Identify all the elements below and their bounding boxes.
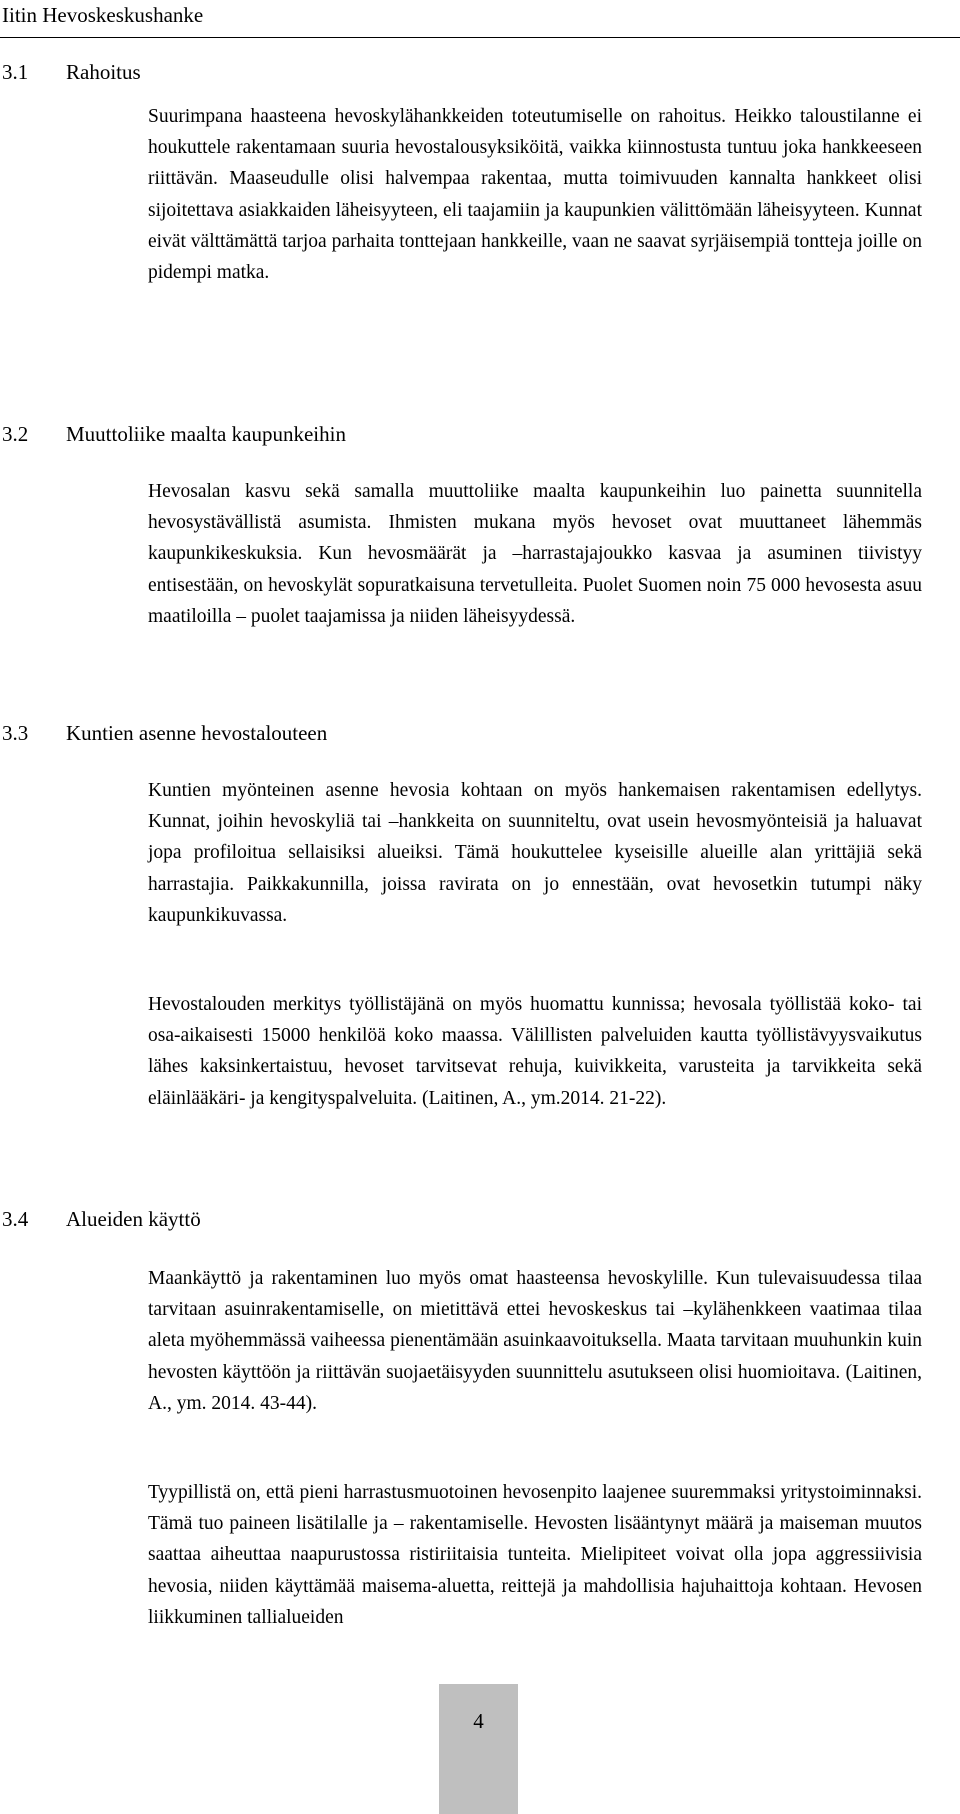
section-heading-3-4 xyxy=(2,1206,201,1232)
paragraph: Kuntien myönteinen asenne hevosia kohtaan on myös hankemaisen rakentamisen edellytys. Kunnat, joihin hevoskyliä tai –hankkeita on suunniteltu, ovat usein hevosmyönteisiä ja haluavat jopa profiloitua sellaisiksi alueiksi. Tämä houkuttelee kyseisille alueille alan yrittäjiä sekä harrastajia. Paikkakunnilla, joissa ravirata on jo ennestään, ovat hevosetkin tutumpi näky kaupunkikuvassa. xyxy=(148,780,922,926)
paragraph: Suurimpana haasteena hevoskylähankkeiden toteutumiselle on rahoitus. Heikko taloustilanne ei houkuttele rakentamaan suuria hevostalousyksiköitä, vaikka kiinnostusta tuntuu joka hankkeeseen riittävän. Maaseudulle olisi halvempaa rakentaa, mutta toimivuuden kannalta hankkeet olisi sijoitettava asiakkaiden läheisyyteen, eli taajamiin ja kaupunkien välittömään läheisyyteen. Kunnat eivät välttämättä tarjoa parhaita tonttejaan hankkeille, vaan ne saavat syrjäisempiä tontteja joille on pidempi matka. xyxy=(148,106,922,284)
section-title: Muuttoliike maalta kaupunkeihin xyxy=(66,422,346,446)
section-number: 3.2 xyxy=(2,422,29,446)
section-title: Kuntien asenne hevostalouteen xyxy=(66,721,328,745)
section-title: Alueiden käyttö xyxy=(66,1207,201,1231)
section-heading-3-3 xyxy=(2,720,327,746)
paragraph: Hevostalouden merkitys työllistäjänä on myös huomattu kunnissa; hevosala työllistää koko- tai osa-aikaisesti 15000 henkilöä koko maassa. Välillisten palveluiden kautta työllistävyysvaikutus lähes kaksinkertaistuu, hevoset tarvitsevat rehuja, kuivikkeita, varusteita ja tarvikkeita sekä eläinlääkäri- ja kengityspalveluita. (Laitinen, A., ym.2014. 21-22). xyxy=(148,994,922,1109)
section-number: 3.3 xyxy=(2,721,29,745)
document-title: Iitin Hevoskeskushanke xyxy=(2,3,204,27)
paragraph: Tyypillistä on, että pieni harrastusmuotoinen hevosenpito laajenee suuremmaksi yritystoiminnaksi. Tämä tuo paineen lisätilalle ja – rakentamiselle. Hevosten lisääntynyt määrä ja maiseman muutos saattaa aiheuttaa naapurustossa ristiriitaisia tunteita. Mielipiteet voivat olla jopa aggressiivisia hevosia, niiden käyttämää maisema-aluetta, reittejä ja mahdollisia hajuhaittoja kohtaan. Hevosen liikkuminen tallialueiden xyxy=(148,1482,922,1628)
page-header xyxy=(0,0,960,38)
page-number-box xyxy=(439,1684,518,1814)
section-heading-3-2 xyxy=(2,421,346,447)
section-number: 3.1 xyxy=(2,60,29,84)
page-number: 4 xyxy=(473,1709,484,1733)
paragraph: Maankäyttö ja rakentaminen luo myös omat haasteensa hevoskylille. Kun tulevaisuudessa tilaa tarvitaan asuinrakentamiselle, on mietittävä ettei hevoskeskus tai –kylähenkkeen vaatimaa tilaa aleta myöhemmässä vaiheessa pienentämään asuinkaavoituksella. Maata tarvitaan muuhunkin kuin hevosten käyttöön ja riittävän suojaetäisyyden suunnittelu asutukseen olisi huomioitava. (Laitinen, A., ym. 2014. 43-44). xyxy=(148,1268,922,1414)
section-title: Rahoitus xyxy=(66,60,141,84)
paragraph: Hevosalan kasvu sekä samalla muuttoliike maalta kaupunkeihin luo painetta suunnitella hevosystävällistä asumista. Ihmisten mukana myös hevoset ovat muuttaneet lähemmäs kaupunkikeskuksia. Kun hevosmäärät ja –harrastajajoukko kasvaa ja asuminen tiivistyy entisestään, on hevoskylät sopuratkaisuna tervetulleita. Puolet Suomen noin 75 000 hevosesta asuu maatiloilla – puolet taajamissa ja niiden läheisyydessä. xyxy=(148,481,922,627)
section-number: 3.4 xyxy=(2,1207,29,1231)
section-heading-3-1 xyxy=(2,59,141,85)
